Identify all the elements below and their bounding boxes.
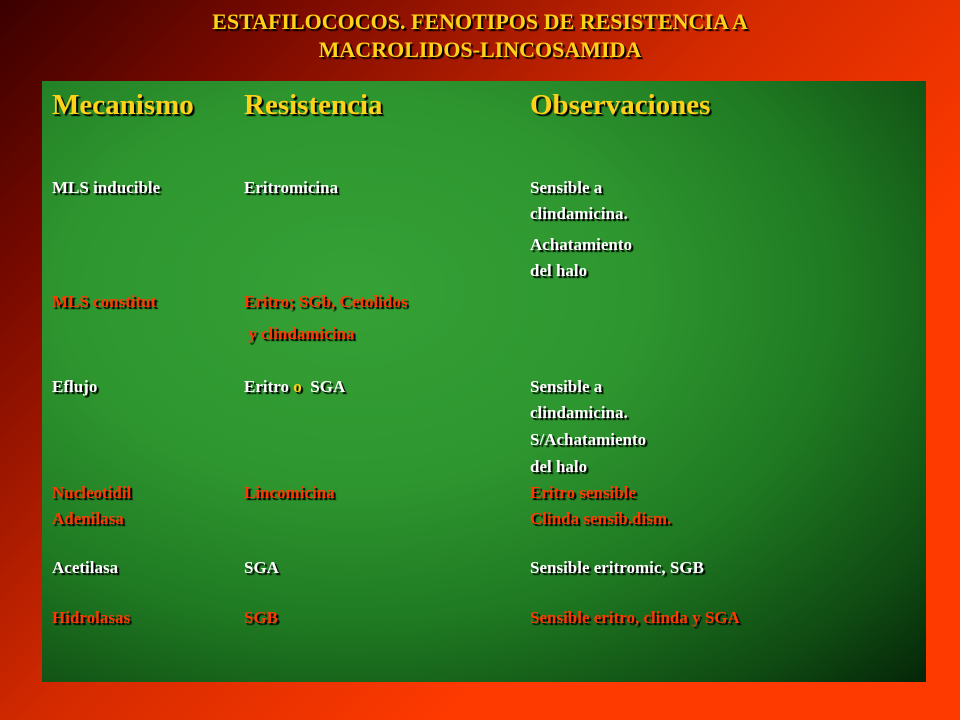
row-acetilasa-obs: Sensible eritromic, SGB [530,558,704,577]
row-hidrolasas-obs: Sensible eritro, clinda y SGA [530,608,740,627]
row-nucleotidil-mecanismo-2: Adenilasa [52,509,124,528]
eflujo-res-o: o [293,377,302,396]
eflujo-res-a: Eritro [244,377,294,396]
row-nucleotidil-resistencia: Lincomicina [244,483,335,502]
row-mls-inducible-resistencia: Eritromicina [244,178,339,197]
title-line-1: ESTAFILOCOCOS. FENOTIPOS DE RESISTENCIA A [212,9,748,34]
slide-title [0,8,960,64]
row-mls-inducible-mecanismo: MLS inducible [52,178,161,197]
row-hidrolasas-resistencia: SGB [244,608,279,627]
eflujo-res-b: SGA [301,377,346,396]
row-eflujo-obs-1: Sensible a [530,377,603,396]
row-mls-inducible-obs-3: Achatamiento [530,235,632,254]
row-mls-constitut-mecanismo: MLS constitut [52,292,157,311]
row-nucleotidil-obs-1: Eritro sensible [530,483,636,502]
row-hidrolasas-mecanismo: Hidrolasas [52,608,131,627]
row-eflujo-obs-3: S/Achatamiento [530,430,647,449]
header-mecanismo: Mecanismo [52,89,194,121]
row-mls-constitut-resistencia-1: Eritro; SGb, Cetolidos [244,292,408,311]
title-line-2: MACROLIDOS-LINCOSAMIDA [318,37,642,62]
row-mls-inducible-obs-1: Sensible a [530,178,603,197]
row-eflujo-obs-4: del halo [530,457,588,476]
row-nucleotidil-obs-2: Clinda sensib.dism. [530,509,672,528]
row-mls-inducible-obs-4: del halo [530,261,588,280]
row-nucleotidil-mecanismo-1: Nucleotidil [52,483,132,502]
row-acetilasa-resistencia: SGA [244,558,279,577]
header-resistencia: Resistencia [244,89,383,121]
row-acetilasa-mecanismo: Acetilasa [52,558,119,577]
row-mls-constitut-resistencia-2: y clindamicina [244,324,355,343]
row-eflujo-resistencia [244,374,345,400]
row-eflujo-obs-2: clindamicina. [530,403,628,422]
row-eflujo-mecanismo: Eflujo [52,377,98,396]
header-observaciones: Observaciones [530,89,711,121]
row-mls-inducible-obs-2: clindamicina. [530,204,628,223]
content-panel [42,81,926,682]
